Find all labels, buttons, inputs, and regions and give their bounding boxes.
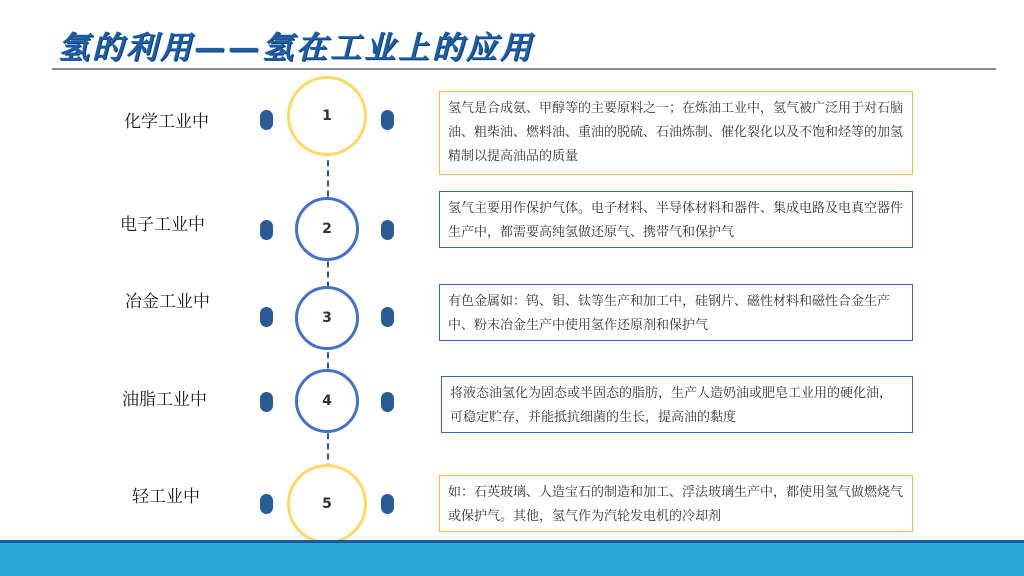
item-3-description: 有色金属如：钨、钼、钛等生产和加工中，硅钢片、磁性材料和磁性合金生产中、粉末冶金生产中使用氢作还原剂和保护气: [439, 284, 913, 341]
item-2-description: 氢气主要用作保护气体。电子材料、半导体材料和器件、集成电路及电真空器件生产中，都需要高纯氢做还原气、携带气和保护气: [439, 191, 913, 248]
item-3-left-dot: [260, 307, 273, 327]
item-5-right-dot: [381, 494, 394, 514]
item-4-label: 油脂工业中: [122, 390, 207, 410]
item-5-label: 轻工业中: [132, 487, 200, 507]
item-5-number-circle: 5: [287, 464, 367, 544]
item-2-left-dot: [260, 220, 273, 240]
item-3-number-circle: 3: [295, 286, 359, 350]
item-3-label: 冶金工业中: [125, 292, 210, 312]
title-divider: [52, 68, 996, 70]
item-4-left-dot: [260, 392, 273, 412]
item-1-description: 氢气是合成氨、甲醇等的主要原料之一；在炼油工业中，氢气被广泛用于对石脑油、粗柴油、燃料油、重油的脱硫、石油炼制、催化裂化以及不饱和烃等的加氢精制以提高油品的质量: [439, 91, 913, 175]
item-4-description: 将液态油氢化为固态或半固态的脂肪，生产人造奶油或肥皂工业用的硬化油，可稳定贮存，并能抵抗细菌的生长，提高油的黏度: [441, 376, 913, 433]
item-5-left-dot: [260, 494, 273, 514]
item-2-number-circle: 2: [295, 197, 359, 261]
item-4-right-dot: [381, 392, 394, 412]
item-5-description: 如：石英玻璃、人造宝石的制造和加工、浮法玻璃生产中，都使用氢气做燃烧气或保护气。其他，氢气作为汽轮发电机的冷却剂: [439, 475, 913, 532]
item-1-right-dot: [381, 110, 394, 130]
item-2-right-dot: [381, 220, 394, 240]
item-1-label: 化学工业中: [124, 112, 209, 132]
footer-bar: [0, 540, 1024, 576]
item-2-label: 电子工业中: [120, 215, 205, 235]
item-1-left-dot: [260, 110, 273, 130]
page-title: 氢的利用——氢在工业上的应用: [58, 30, 534, 66]
item-1-number-circle: 1: [287, 76, 367, 156]
item-4-number-circle: 4: [295, 369, 359, 433]
item-3-right-dot: [381, 307, 394, 327]
